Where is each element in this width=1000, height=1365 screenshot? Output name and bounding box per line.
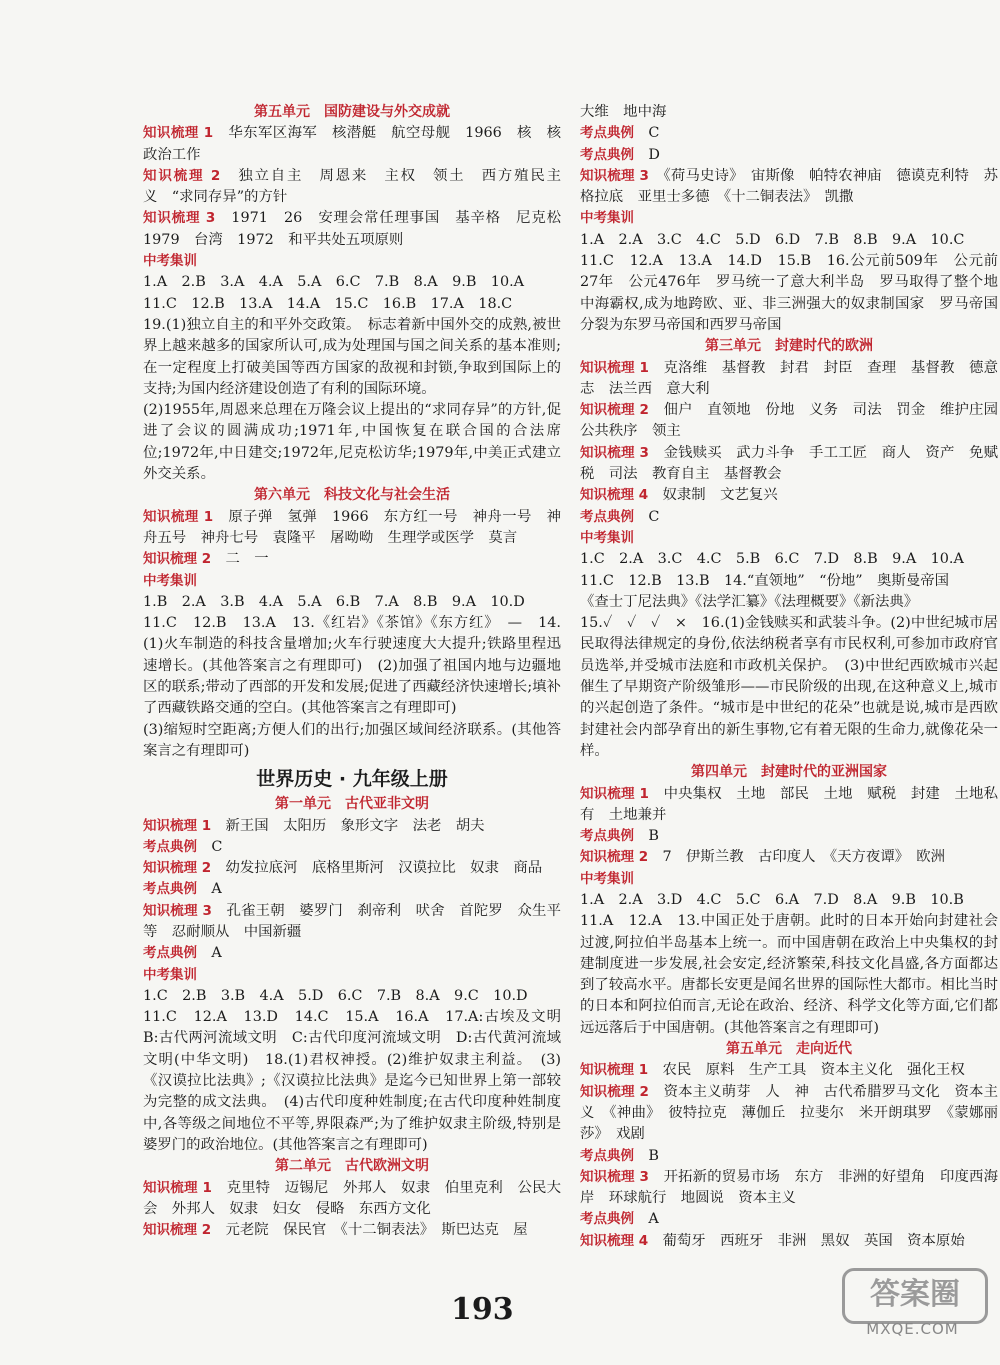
knowledge-text: 7 伊斯兰教 古印度人 《天方夜谭》 欧洲: [662, 849, 946, 866]
exam-training-label: 中考集训: [580, 529, 634, 546]
example-item: [580, 1146, 998, 1167]
knowledge-text: 金钱赎买 武力斗争 手工工匠 商人 资产 免赋税 司法 教育自主 基督教会: [580, 444, 998, 483]
exam-training-label: 中考集训: [143, 253, 197, 270]
knowledge-text: 开拓新的贸易市场 东方 非洲的好望角 印度西海岸 环球航行 地圆说 资本主义: [580, 1168, 998, 1207]
knowledge-text: 华东军区海军 核潜艇 航空母舰 1966 核 核 政治工作: [143, 125, 576, 163]
example-answer: C: [211, 838, 223, 855]
knowledge-item: [143, 858, 561, 879]
knowledge-item: [143, 1220, 561, 1241]
answer-paragraph: 11.C 12.A 13.D 14.C 15.A 16.A 17.A:古埃及文明 B:古代两河流域文明 C:古代印度河流域文明 D:古代黄河流域文明(中华文明) 18.(1)君权神授。(2)维护奴隶主利益。 (3)《汉谟拉比法典》;《汉谟拉比法典》是迄今已知世界上第一部较为完整的成文法典。 (4)古代印度种姓制度;在古代印度种姓制度中,各等级之间地位不平等,界限森严;为了维护奴隶主阶级,特别是婆罗门的政治地位。(其他答案言之有理即可): [143, 1009, 576, 1153]
example-answer: C: [648, 125, 660, 142]
knowledge-text: 克里特 迈锡尼 外邦人 奴隶 伯里克利 公民大会 外邦人 奴隶 妇女 侵略 东西方文化: [143, 1179, 561, 1217]
knowledge-item: [143, 208, 576, 251]
continued-text: 大维 地中海: [580, 104, 667, 120]
knowledge-label: 知识梳理 1: [143, 817, 212, 834]
unit-heading: 第五单元 走向近代: [726, 1041, 852, 1058]
answer-line: 《查士丁尼法典》《法学汇纂》《法理概要》《新法典》: [580, 593, 919, 610]
knowledge-label: 知识梳理 3: [580, 167, 649, 184]
example-item: [580, 826, 998, 847]
example-answer: D: [648, 146, 660, 163]
example-item: [580, 145, 998, 166]
exam-training-label: 中考集训: [143, 572, 197, 589]
watermark: [830, 1268, 995, 1348]
exam-training-label: 中考集训: [580, 210, 634, 227]
answer-line: 11.C 12.B 13.A 14.A 15.C 16.B 17.A 18.C: [143, 295, 513, 312]
exam-training-label: 中考集训: [580, 870, 634, 887]
left-column: [143, 102, 576, 1241]
answer-paragraph: 19.(1)独立自主的和平外交政策。 标志着新中国外交的成熟,被世界上越来越多的国家所认可,成为处理国与国之间关系的基本准则;在一定程度上打破美国等西方国家的敌视和封锁,争取到国际上的支持;为国内经济建设创造了有利的国际环境。: [143, 316, 561, 397]
knowledge-item: [143, 816, 561, 837]
knowledge-label: 知识梳理 2: [580, 849, 649, 866]
answer-line: 1.A 2.A 3.D 4.C 5.C 6.A 7.D 8.A 9.B 10.B: [580, 891, 964, 908]
section-title: 世界历史 · 九年级上册: [256, 768, 448, 791]
watermark-url: MXQE.COM: [866, 1320, 959, 1338]
example-item: [580, 507, 998, 528]
answer-paragraph: (2)1955年,周恩来总理在万隆会议上提出的“求同存异”的方针,促进了会议的圆满成功;1971年,中国恢复在联合国的合法席位;1972年,中日建交;1972年,尼克松访华;1979年,中美正式建立外交关系。: [143, 402, 561, 483]
example-label: 考点典例: [580, 146, 634, 163]
knowledge-item: [143, 901, 561, 944]
unit-heading: 第五单元 国防建设与外交成就: [254, 104, 450, 120]
example-label: 考点典例: [143, 945, 197, 962]
knowledge-text: 《荷马史诗》 宙斯像 帕特农神庙 德谟克利特 苏格拉底 亚里士多德 《十二铜表法》 凯撒: [580, 167, 999, 206]
knowledge-item: [143, 1178, 561, 1221]
example-item: [143, 879, 561, 900]
unit-heading: 第六单元 科技文化与社会生活: [254, 487, 450, 504]
example-label: 考点典例: [143, 838, 197, 855]
knowledge-text: 幼发拉底河 底格里斯河 汉谟拉比 奴隶 商品: [225, 860, 543, 877]
knowledge-item: [580, 1082, 998, 1146]
knowledge-text: 奴隶制 文艺复兴: [662, 487, 778, 504]
knowledge-text: 元老院 保民官 《十二铜表法》 斯巴达克 屋: [225, 1222, 528, 1239]
knowledge-label: 知识梳理 3: [143, 902, 212, 919]
example-label: 考点典例: [580, 828, 634, 845]
knowledge-label: 知识梳理 2: [143, 1222, 212, 1239]
answer-paragraph: (3)缩短时空距离;方便人们的出行;加强区域间经济联系。(其他答案言之有理即可): [143, 721, 561, 759]
watermark-logo: 答案圈: [842, 1268, 988, 1324]
knowledge-label: 知识梳理 1: [143, 125, 214, 142]
knowledge-label: 知识梳理 1: [143, 508, 214, 525]
knowledge-label: 知识梳理 4: [580, 1232, 649, 1249]
knowledge-text: 二 一: [225, 551, 269, 568]
knowledge-text: 葡萄牙 西班牙 非洲 黑奴 英国 资本原始: [662, 1232, 965, 1249]
example-answer: A: [211, 881, 222, 898]
unit-heading: 第一单元 古代亚非文明: [275, 796, 429, 813]
example-item: [580, 1209, 998, 1230]
answer-line: 1.C 2.B 3.B 4.A 5.D 6.C 7.B 8.A 9.C 10.D: [143, 987, 528, 1004]
knowledge-item: [580, 400, 998, 443]
knowledge-label: 知识梳理 2: [143, 551, 212, 568]
knowledge-text: 克洛维 基督教 封君 封臣 查理 基督教 德意志 法兰西 意大利: [580, 359, 998, 397]
knowledge-text: 佃户 直领地 份地 义务 司法 罚金 维护庄园公共秩序 领主: [580, 402, 998, 440]
page-number: 193: [451, 1292, 514, 1327]
knowledge-text: 孔雀王朝 婆罗门 刹帝利 吠舍 首陀罗 众生平等 忍耐顺从 中国新疆: [143, 902, 561, 940]
knowledge-item: [580, 485, 998, 506]
answer-paragraph: 15.✓ ✓ ✓ × 16.(1)金钱赎买和武装斗争。(2)中世纪城市居民取得法律规定的身份,依法纳税者享有市民权利,可参加市政府官员选举,并受城市法庭和市政机关保护。 (3)中世纪西欧城市兴起催生了早期资产阶级雏形——市民阶级的出现,在这种意义上,城市的兴起创造了条件。“城市是中世纪的花朵”也就是说,城市是西欧封建社会内部孕育出的新生事物,它有着无限的生命力,就像花朵一样。: [580, 615, 998, 759]
example-label: 考点典例: [580, 125, 634, 142]
example-label: 考点典例: [143, 881, 197, 898]
knowledge-item: [580, 1167, 998, 1210]
knowledge-text: 独立自主 周恩来 主权 领土 西方殖民主义 “求同存异”的方针: [143, 167, 561, 206]
knowledge-label: 知识梳理 3: [580, 1168, 649, 1185]
example-answer: B: [648, 828, 659, 845]
answer-paragraph: 11.A 12.A 13.中国正处于唐朝。此时的日本开始向封建社会过渡,阿拉伯半岛基本上统一。而中国唐朝在政治上中央集权的封建制度进一步发展,社会安定,经济繁荣,科技文化昌盛,各方面都达到了较高水平。唐都长安更是闻名世界的国际性大都市。相比当时的日本和阿拉伯而言,无论在政治、经济、科学文化等方面,它们都远远落后于中国唐朝。(其他答案言之有理即可): [580, 913, 998, 1036]
knowledge-item: [580, 1060, 998, 1081]
answer-line: 1.A 2.A 3.C 4.C 5.D 6.D 7.B 8.B 9.A 10.C: [580, 231, 965, 248]
unit-heading: 第三单元 封建时代的欧洲: [705, 338, 873, 355]
knowledge-item: [580, 847, 998, 868]
knowledge-label: 知识梳理 3: [580, 444, 649, 461]
knowledge-label: 知识梳理 1: [580, 359, 649, 376]
knowledge-label: 知识梳理 1: [580, 1062, 649, 1079]
knowledge-label: 知识梳理 2: [580, 1083, 649, 1100]
example-label: 考点典例: [580, 1211, 634, 1228]
answer-paragraph: 11.C 12.B 13.A 13.《红岩》《茶馆》《东方红》 — 14.(1)火车制造的科技含量增加;火车行驶速度大大提升;铁路里程迅速增长。(其他答案言之有理即可) (2)加强了祖国内地与边疆地区的联系;带动了西部的开发和发展;促进了西藏经济快速增长;填补了西藏铁路交通的空白。(其他答案言之有理即可): [143, 615, 561, 717]
knowledge-item: [143, 166, 561, 209]
knowledge-item: [143, 549, 561, 570]
answer-line: 1.B 2.A 3.B 4.A 5.A 6.B 7.A 8.B 9.A 10.D: [143, 593, 525, 610]
example-label: 考点典例: [580, 1147, 634, 1164]
answer-line: 11.C 12.B 13.B 14.“直领地” “份地” 奥斯曼帝国: [580, 572, 949, 589]
knowledge-text: 原子弹 氢弹 1966 东方红一号 神舟一号 神舟五号 神舟七号 袁隆平 屠呦呦 生理学或医学 莫言: [143, 508, 562, 546]
answer-paragraph: 11.C 12.A 13.A 14.D 15.B 16.公元前509年 公元前27年 公元476年 罗马统一了意大利半岛 罗马取得了整个地中海霸权,成为地跨欧、亚、非三洲强大的奴隶制国家 罗马帝国分裂为东罗马帝国和西罗马帝国: [580, 253, 998, 333]
knowledge-label: 知识梳理 4: [580, 487, 649, 504]
example-item: [143, 837, 561, 858]
knowledge-text: 新王国 太阳历 象形文字 法老 胡夫: [225, 817, 485, 834]
knowledge-label: 知识梳理 1: [580, 785, 649, 802]
example-answer: A: [648, 1211, 659, 1228]
example-answer: B: [648, 1147, 659, 1164]
knowledge-item: [143, 507, 561, 550]
knowledge-label: 知识梳理 1: [143, 1179, 212, 1196]
knowledge-label: 知识梳理 3: [143, 210, 216, 227]
knowledge-label: 知识梳理 2: [143, 167, 221, 184]
knowledge-item: [580, 1231, 998, 1252]
knowledge-text: 中央集权 土地 部民 土地 赋税 封建 土地私有 土地兼并: [580, 785, 998, 823]
knowledge-label: 知识梳理 2: [580, 402, 649, 419]
answer-line: 1.A 2.B 3.A 4.A 5.A 6.C 7.B 8.A 9.B 10.A: [143, 274, 525, 291]
knowledge-item: [580, 443, 998, 486]
right-column: [580, 102, 998, 1252]
knowledge-text: 资本主义萌芽 人 神 古代希腊罗马文化 资本主义 《神曲》 彼特拉克 薄伽丘 拉斐尔 米开朗琪罗 《蒙娜丽莎》 戏剧: [580, 1083, 998, 1143]
exam-training-label: 中考集训: [143, 966, 197, 983]
example-answer: C: [648, 508, 660, 525]
knowledge-text: 农民 原料 生产工具 资本主义化 强化王权: [662, 1062, 965, 1079]
example-item: [580, 123, 998, 144]
knowledge-item: [143, 123, 576, 166]
unit-heading: 第二单元 古代欧洲文明: [275, 1158, 429, 1175]
example-label: 考点典例: [580, 508, 634, 525]
knowledge-label: 知识梳理 2: [143, 860, 212, 877]
knowledge-item: [580, 784, 998, 827]
example-item: [143, 943, 561, 964]
knowledge-text: 1971 26 安理会常任理事国 基辛格 尼克松 1979 台湾 1972 和平共处五项原则: [143, 210, 576, 248]
answer-line: 1.C 2.A 3.C 4.C 5.B 6.C 7.D 8.B 9.A 10.A: [580, 551, 964, 568]
example-answer: A: [211, 945, 222, 962]
knowledge-item: [580, 358, 998, 401]
unit-heading: 第四单元 封建时代的亚洲国家: [691, 764, 887, 781]
knowledge-item: [580, 166, 998, 209]
